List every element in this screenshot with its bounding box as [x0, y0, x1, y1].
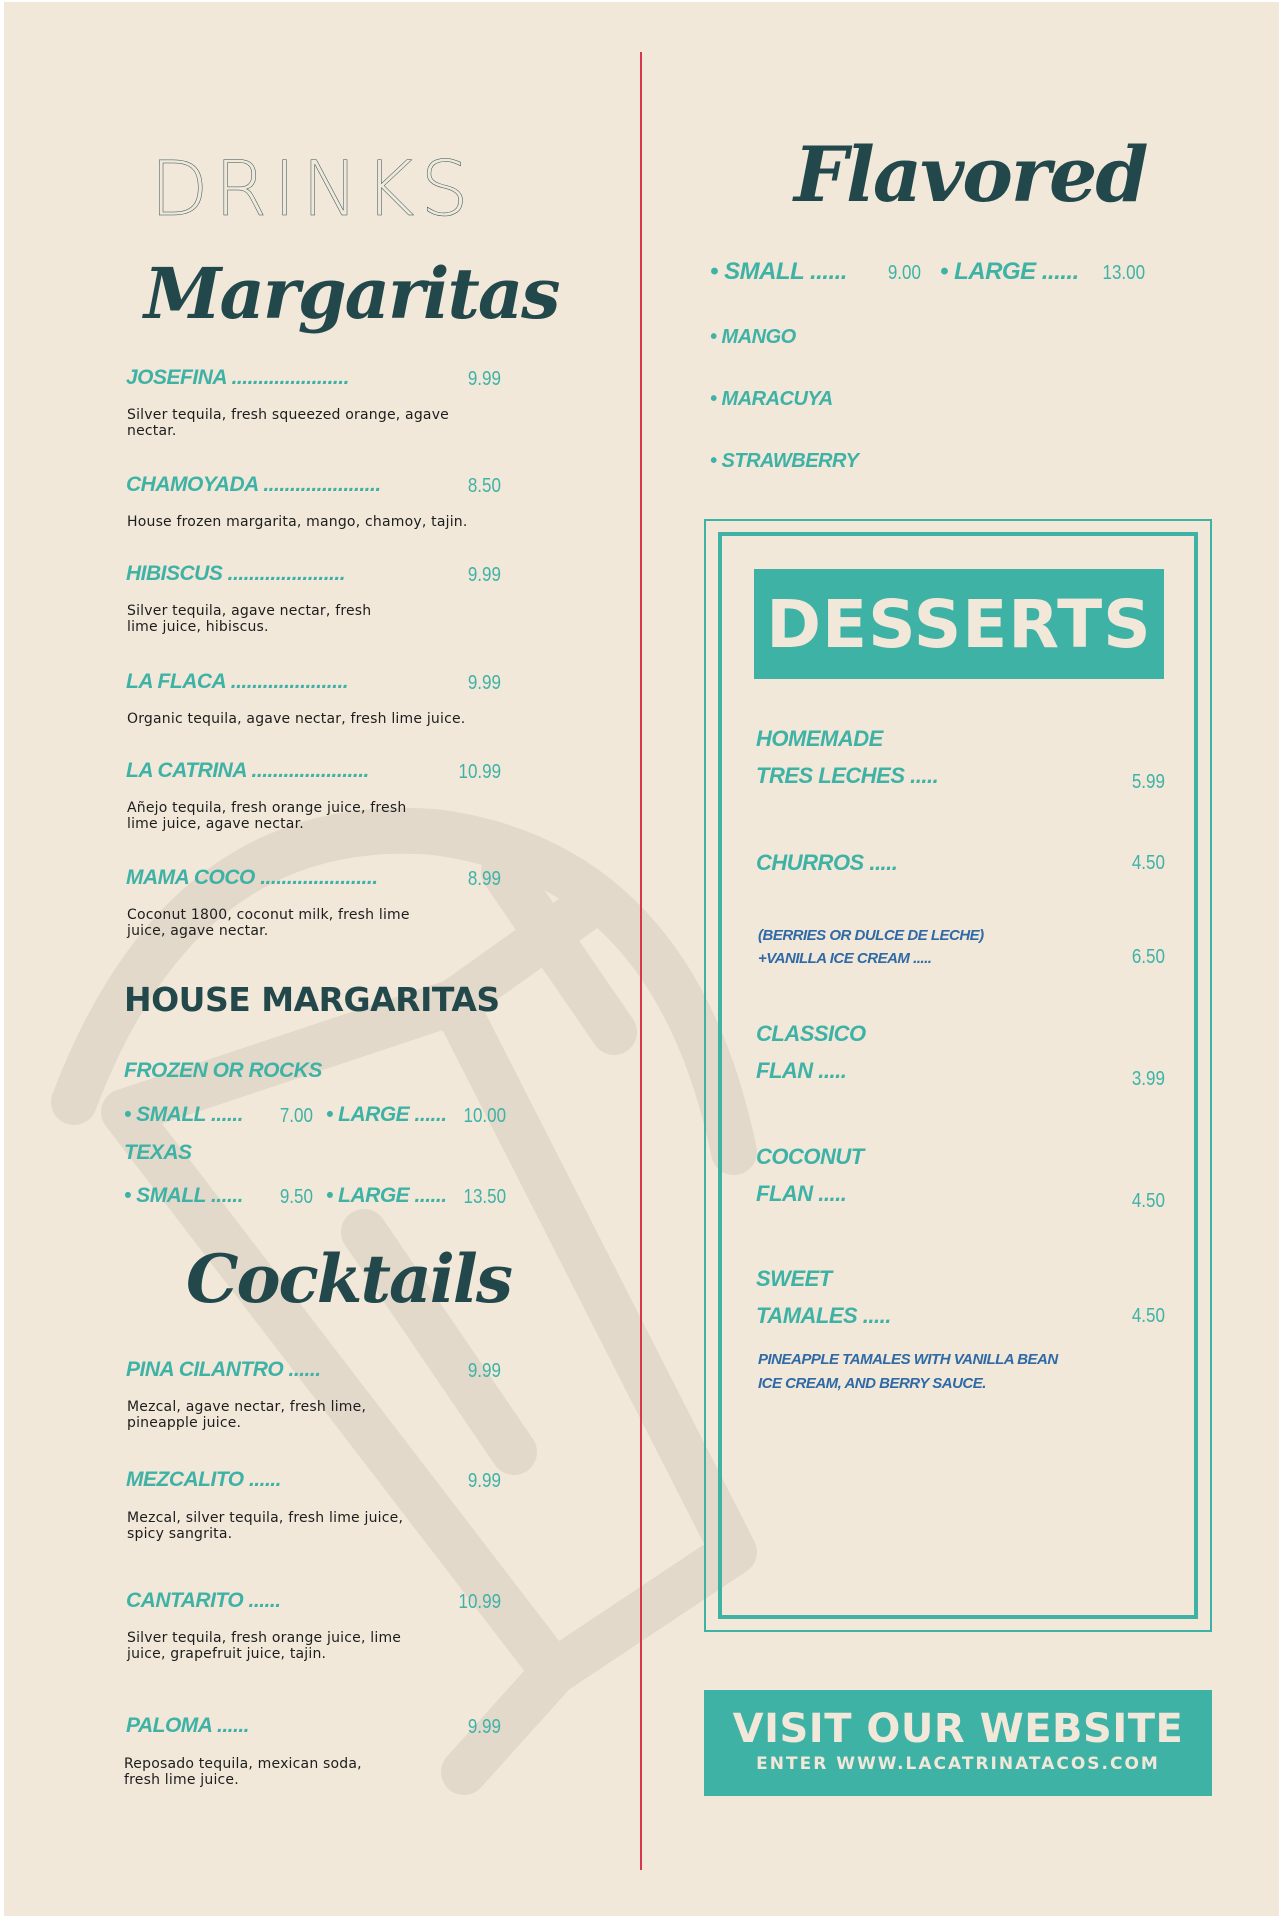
visit-website-banner[interactable] — [704, 1690, 1212, 1796]
menu-item-name: LA CATRINA ...................... — [126, 759, 369, 782]
dessert-note-line2: ICE CREAM, AND BERRY SAUCE. — [758, 1375, 986, 1392]
menu-item-name: MEZCALITO ...... — [126, 1468, 281, 1491]
menu-item-price: 9.99 — [467, 672, 501, 694]
flavor-item: • MARACUYA — [710, 388, 833, 410]
menu-item-name: PINA CILANTRO ...... — [126, 1358, 321, 1381]
dessert-price: 4.50 — [1131, 852, 1165, 874]
menu-item-description: Coconut 1800, coconut milk, fresh lime juice, agave nectar. — [127, 907, 410, 939]
size-small-label: • SMALL ...... — [124, 1103, 243, 1126]
size-small-price: 7.00 — [279, 1105, 313, 1127]
website-url[interactable]: ENTER WWW.LACATRINATACOS.COM — [756, 1754, 1160, 1774]
desserts-title: DESSERTS — [766, 585, 1152, 663]
visit-website-heading: VISIT OUR WEBSITE — [732, 1706, 1184, 1752]
menu-item-description: Silver tequila, agave nectar, fresh lime juice, hibiscus. — [127, 603, 372, 635]
dessert-name-line1: CHURROS ..... — [756, 850, 898, 875]
column-divider — [640, 52, 642, 1870]
menu-item-description: Silver tequila, fresh orange juice, lime juice, grapefruit juice, tajin. — [127, 1630, 402, 1662]
size-large-label: • LARGE ...... — [326, 1184, 447, 1207]
dessert-name-line1: HOMEMADE — [756, 726, 883, 751]
menu-item-description: Mezcal, silver tequila, fresh lime juice, spicy sangrita. — [127, 1510, 404, 1542]
menu-item-description: Organic tequila, agave nectar, fresh lime juice. — [127, 711, 466, 727]
desserts-banner — [754, 569, 1164, 679]
menu-item-name: PALOMA ...... — [126, 1714, 249, 1737]
menu-item-price: 8.50 — [467, 475, 501, 497]
menu-item-price: 8.99 — [467, 868, 501, 890]
house-margaritas-title: HOUSE MARGARITAS — [124, 980, 500, 1019]
size-large-label: • LARGE ...... — [326, 1103, 447, 1126]
size-large-label: • LARGE ...... — [940, 258, 1079, 285]
menu-item-price: 9.99 — [467, 1360, 501, 1382]
menu-item-name: HIBISCUS ...................... — [126, 562, 346, 585]
menu-item-price: 9.99 — [467, 368, 501, 390]
dessert-price: 6.50 — [1131, 946, 1165, 968]
dessert-name-line1: (BERRIES OR DULCE DE LECHE) — [758, 927, 984, 944]
menu-item-description: House frozen margarita, mango, chamoy, tajin. — [127, 514, 468, 530]
menu-page — [4, 2, 1279, 1916]
menu-item-name: LA FLACA ...................... — [126, 670, 349, 693]
flavor-item: • MANGO — [710, 326, 796, 348]
menu-item-price: 9.99 — [467, 1716, 501, 1738]
menu-item-price: 10.99 — [458, 1591, 501, 1613]
dessert-name-line1: SWEET — [756, 1266, 832, 1291]
dessert-name-line2: TRES LECHES ..... — [756, 763, 939, 788]
dessert-name-line2: FLAN ..... — [756, 1181, 847, 1206]
menu-item-description: Mezcal, agave nectar, fresh lime, pineapple juice. — [127, 1399, 367, 1431]
dessert-note-line1: PINEAPPLE TAMALES WITH VANILLA BEAN — [758, 1351, 1058, 1368]
menu-item-name: JOSEFINA ...................... — [126, 366, 349, 389]
dessert-price: 4.50 — [1131, 1305, 1165, 1327]
menu-item-description: Silver tequila, fresh squeezed orange, agave nectar. — [127, 407, 449, 439]
size-small-price: 9.00 — [887, 262, 921, 284]
size-large-price: 13.00 — [1102, 262, 1145, 284]
size-large-price: 10.00 — [463, 1105, 506, 1127]
drinks-title: DRINKS — [150, 144, 475, 233]
dessert-name-line1: COCONUT — [756, 1144, 864, 1169]
dessert-name-line2: +VANILLA ICE CREAM ..... — [758, 950, 932, 967]
house-group-label: FROZEN OR ROCKS — [124, 1059, 322, 1082]
menu-item-price: 9.99 — [467, 564, 501, 586]
menu-item-price: 10.99 — [458, 761, 501, 783]
size-large-price: 13.50 — [463, 1186, 506, 1208]
menu-item-name: MAMA COCO ...................... — [126, 866, 378, 889]
cocktails-title: Cocktails — [186, 1240, 512, 1318]
dessert-name-line2: TAMALES ..... — [756, 1303, 891, 1328]
menu-item-price: 9.99 — [467, 1470, 501, 1492]
dessert-name-line2: FLAN ..... — [756, 1058, 847, 1083]
menu-item-name: CHAMOYADA ...................... — [126, 473, 381, 496]
dessert-price: 5.99 — [1131, 771, 1165, 793]
size-small-label: • SMALL ...... — [124, 1184, 243, 1207]
house-group-label: TEXAS — [124, 1141, 192, 1164]
margaritas-title: Margaritas — [144, 252, 559, 335]
size-small-price: 9.50 — [279, 1186, 313, 1208]
dessert-price: 3.99 — [1131, 1068, 1165, 1090]
dessert-price: 4.50 — [1131, 1190, 1165, 1212]
menu-item-description: Reposado tequila, mexican soda, fresh lime juice. — [124, 1756, 362, 1788]
flavor-item: • STRAWBERRY — [710, 450, 859, 472]
flavored-title: Flavored — [794, 130, 1147, 219]
menu-item-name: CANTARITO ...... — [126, 1589, 281, 1612]
size-small-label: • SMALL ...... — [710, 258, 847, 285]
menu-item-description: Añejo tequila, fresh orange juice, fresh lime juice, agave nectar. — [127, 800, 407, 832]
dessert-name-line1: CLASSICO — [756, 1021, 866, 1046]
